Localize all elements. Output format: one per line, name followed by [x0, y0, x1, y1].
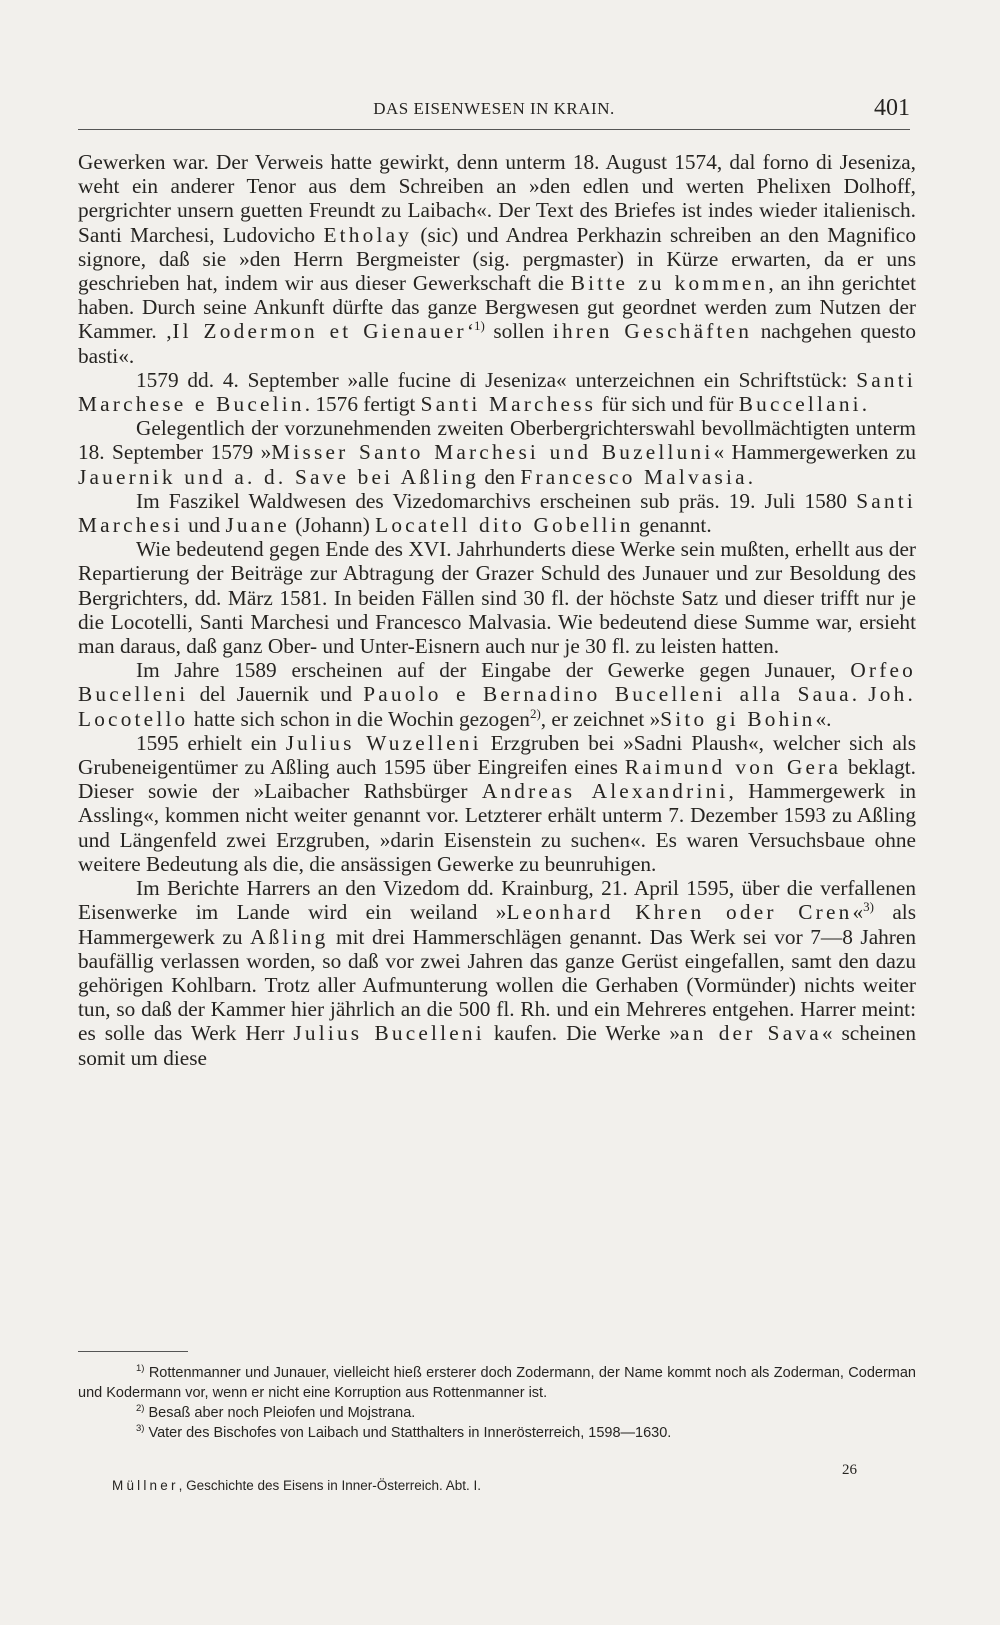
running-title: DAS EISENWESEN IN KRAIN. [373, 99, 615, 118]
text-run: . [861, 392, 868, 417]
footnote [78, 1423, 916, 1443]
text-run: mit drei Hammerschlägen genannt. Das Werk sei vor 7—8 Jahren baufällig verlassen worden, so daß vor zwei Jahren das ganze Gerüst eingefallen, samt den dazu gehörigen Kohlbarn. Trotz aller Aufmunterung wollen die Gerhaben (Vormünder) nichts weiter tun, so daß der Kammer hier jährlich an die 500 fl. Rh. und ein Mehreres entgehen. Harrer meint: es solle das Werk Herr [78, 924, 917, 1046]
spaced-emphasis: Raimund von Gera [624, 755, 842, 780]
text-run: genannt. [633, 513, 712, 538]
spaced-emphasis: ihren Geschäften [552, 319, 753, 344]
text-run: Gelegentlich der vorzunehmenden zweiten Oberbergrichterswahl bevollmächtigten unterm 18. September 1579 » [78, 416, 916, 465]
text-run: «. [815, 706, 832, 731]
paragraph [78, 368, 916, 416]
imprint-title: , Geschichte des Eisens in Inner-Österreich. Abt. I. [178, 1478, 482, 1493]
footnote-text: Rottenmanner und Junauer, vielleicht hieß ersterer doch Zodermann, der Name kommt noch als Zoderman, Coderman und Kodermann vor, wenn er nicht eine Korruption aus Rottenmanner ist. [78, 1365, 916, 1401]
footnote-rule [78, 1351, 188, 1352]
paragraph [78, 731, 916, 876]
text-run: kaufen. Die Werke » [484, 1021, 681, 1046]
spaced-emphasis: Santi Marchesi [78, 488, 916, 538]
text-run: sollen [484, 319, 553, 344]
spaced-emphasis: Joh. Locotello [78, 682, 916, 731]
text-run: « Hammergewerken zu [713, 440, 916, 465]
spaced-emphasis: Il Zodermon et Gienauer [172, 319, 467, 344]
text-run: Im Berichte Harrers an den Vizedom dd. Krainburg, 21. April 1595, über die verfallenen Eisenwerke im Lande wird ein weiland » [78, 876, 916, 925]
spaced-emphasis: Julius Wuzelleni [285, 730, 482, 755]
footnote-text: Besaß aber noch Pleiofen und Mojstrana. [144, 1405, 416, 1421]
footnote-reference: 2) [529, 705, 541, 721]
spaced-emphasis: Pauolo e Bernadino Bucelleni alla Saua [363, 682, 852, 707]
spaced-emphasis: Andreas Alexandrini [481, 779, 729, 804]
paragraph [78, 150, 916, 368]
text-run: . [747, 464, 754, 489]
footnote [78, 1403, 916, 1423]
footnote [78, 1363, 916, 1403]
text-run: , Hammergewerk in Assling«, kommen nicht weiter genannt vor. Letzterer erhält unterm 7. Dezember 1593 zu Aßling und Längenfeld zwei Erzgruben, »darin Eisenstein zu suchen«. Es waren Versuchsbaue ohne weitere Bedeutung als die, die ansässigen Gewerke zu beunruhigen. [78, 779, 916, 876]
spaced-emphasis: Julius Bucelleni [293, 1021, 485, 1046]
spaced-emphasis: Leonhard Khren oder Cren [506, 900, 853, 925]
page-number: 401 [874, 95, 910, 121]
imprint-line [112, 1478, 481, 1493]
spaced-emphasis: an der Sava [680, 1021, 822, 1046]
text-run: « scheinen somit um diese [78, 1021, 916, 1070]
paragraph [78, 537, 916, 658]
text-run: (Johann) [289, 513, 376, 538]
spaced-emphasis: Orfeo Bucelleni [78, 658, 916, 707]
spaced-emphasis: Santi Marchess [420, 392, 597, 417]
paragraph [78, 416, 916, 489]
sheet-signature: 26 [842, 1462, 857, 1478]
text-run: für sich und für [596, 392, 739, 417]
text-run: den [479, 464, 521, 489]
text-run: als Hammergewerk zu [78, 900, 916, 949]
paragraph [78, 876, 916, 1070]
spaced-emphasis: Etholay [323, 222, 413, 247]
imprint-author: Müllner [112, 1478, 179, 1493]
spaced-emphasis: Misser Santo Marchesi und Buzelluni [271, 440, 714, 465]
text-run: Wie bedeutend gegen Ende des XVI. Jahrhunderts diese Werke sein mußten, erhellt aus der Repartierung der Beiträge zur Abtragung der Grazer Schuld des Junauer und zur Besoldung des Bergrichters, dd. März 1581. In beiden Fällen sind 30 fl. der höchste Satz und dieser trifft nur je die Locotelli, Santi Marchesi und Francesco Malvasia. Wie bedeutend diese Summe war, ersieht man daraus, daß ganz Ober- und Unter-Eisnern auch nur je 30 fl. zu leisten hatten. [78, 537, 916, 659]
text-run: 1595 erhielt ein [136, 730, 286, 755]
text-run: nachgehen questo basti«. [78, 319, 916, 368]
spaced-emphasis: Santi Marchese e Bucelin [78, 367, 916, 417]
text-run: . [851, 682, 869, 707]
text-run: hatte sich schon in die Wochin gezogen [188, 706, 530, 731]
body-text [78, 150, 916, 1070]
spaced-emphasis: Locatell dito Gobellin [375, 513, 634, 538]
text-run: « [852, 900, 864, 925]
spaced-emphasis: Bitte zu kommen [570, 271, 769, 296]
footnote-reference: 1) [473, 318, 485, 334]
footnote-mark: 2) [136, 1403, 145, 1415]
spaced-emphasis: Francesco Malvasia [520, 464, 748, 489]
spaced-emphasis: Juane [225, 513, 290, 538]
footnotes [78, 1363, 916, 1443]
spaced-emphasis: Buccellani [738, 392, 862, 417]
text-run: (sic) und Andrea Perkhazin schreiben an den Magnifico signore, daß sie »den Herrn Bergmeister (sig. pergmaster) in Kürze erwarten, da er uns geschrieben hat, indem wir aus dieser Gewerkschaft die [78, 222, 916, 296]
paragraph [78, 658, 916, 731]
footnote-mark: 3) [136, 1423, 145, 1435]
text-run: del Jauernik und [188, 682, 364, 707]
text-run: , er zeichnet » [540, 706, 661, 731]
text-run: und [182, 513, 226, 538]
text-run: 1579 dd. 4. September »alle fucine di Jeseniza« unterzeichnen ein Schriftstück: [136, 367, 857, 392]
footnote-text: Vater des Bischofes von Laibach und Statthalters in Innerösterreich, 1598—1630. [144, 1425, 672, 1441]
text-run: . 1576 fertigt [304, 392, 421, 417]
footnote-mark: 1) [136, 1363, 145, 1375]
running-head [78, 95, 910, 130]
text-run: Im Faszikel Waldwesen des Vizedomarchivs erscheinen sub präs. 19. Juli 1580 [136, 488, 857, 513]
text-run: ‘ [466, 319, 474, 344]
text-run: Gewerken war. Der Verweis hatte gewirkt, denn unterm 18. August 1574, dal forno di Jeseniza, weht ein anderer Tenor aus dem Schreiben an »den edlen und werten Phelixen Dolhoff, pergrichter unsern guetten Freundt zu Laibach«. Der Text des Briefes ist indes wieder italienisch. Santi Marchesi, Ludovicho [78, 150, 916, 247]
text-run: , an ihn gerichtet haben. Durch seine Ankunft dürfte das ganze Bergwesen gut geordnet werden zum Nutzen der Kammer. ‚ [78, 271, 917, 344]
spaced-emphasis: Aßling [250, 924, 329, 949]
text-run: Erzgruben bei »Sadni Plaush«, welcher sich als Grubeneigentümer zu Aßling auch 1595 über Eingreifen eines [78, 730, 917, 780]
spaced-emphasis: Jauernik und a. d. Save bei Aßling [78, 464, 479, 489]
footnote-reference: 3) [863, 899, 874, 915]
paragraph [78, 489, 916, 537]
spaced-emphasis: Sito gi Bohin [660, 706, 816, 731]
text-run: Im Jahre 1589 erscheinen auf der Eingabe der Gewerke gegen Junauer, [136, 658, 851, 683]
text-run: beklagt. Dieser sowie der »Laibacher Rathsbürger [78, 755, 916, 804]
